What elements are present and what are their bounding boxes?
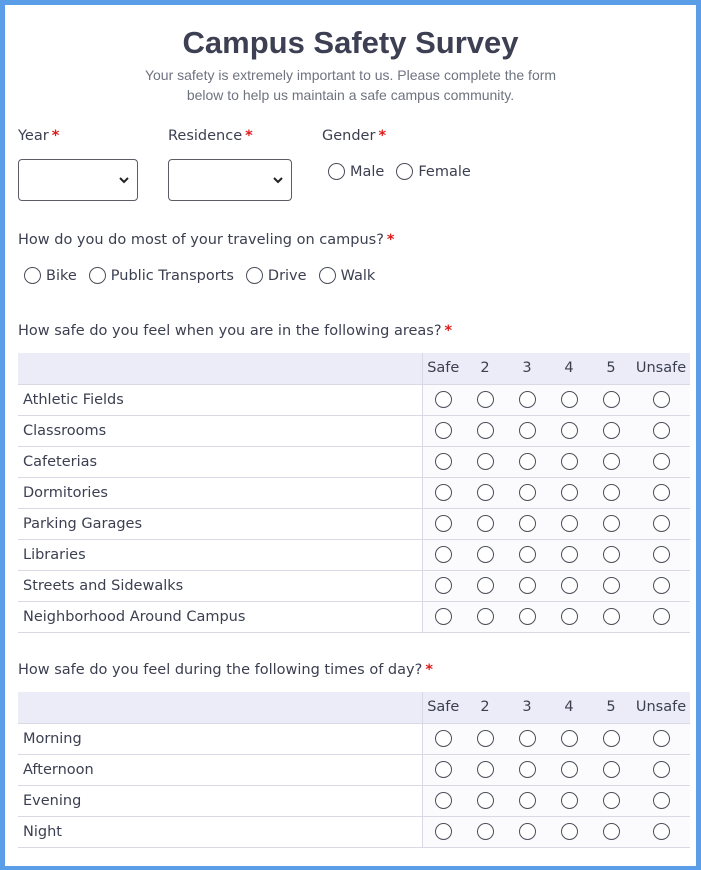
matrix-cell	[464, 723, 506, 754]
radio-button[interactable]	[477, 484, 494, 501]
required-mark: *	[245, 128, 253, 144]
matrix-row-label: Evening	[18, 785, 422, 816]
matrix-cell	[590, 754, 632, 785]
matrix-row-label: Dormitories	[18, 477, 422, 508]
radio-button[interactable]	[435, 515, 452, 532]
matrix-row	[18, 508, 690, 539]
radio-button[interactable]	[435, 484, 452, 501]
radio-button[interactable]	[246, 267, 263, 284]
radio-button[interactable]	[603, 730, 620, 747]
matrix-cell	[548, 570, 590, 601]
matrix-cell	[422, 477, 464, 508]
matrix-row	[18, 785, 690, 816]
radio-button[interactable]	[477, 823, 494, 840]
matrix-cell	[506, 785, 548, 816]
matrix-cell	[590, 384, 632, 415]
radio-button[interactable]	[328, 163, 345, 180]
matrix-cell	[632, 508, 690, 539]
matrix-cell	[422, 723, 464, 754]
radio-button[interactable]	[435, 391, 452, 408]
required-mark: *	[386, 232, 395, 248]
radio-button[interactable]	[519, 391, 536, 408]
radio-button[interactable]	[653, 484, 670, 501]
matrix-row-label: Morning	[18, 723, 422, 754]
matrix-cell	[464, 446, 506, 477]
travel-option-bike[interactable]	[24, 267, 77, 284]
radio-button[interactable]	[561, 730, 578, 747]
radio-button[interactable]	[519, 730, 536, 747]
matrix-cell	[632, 723, 690, 754]
radio-button[interactable]	[435, 422, 452, 439]
matrix-cell	[506, 384, 548, 415]
column-header: 3	[506, 353, 548, 384]
matrix-row	[18, 446, 690, 477]
radio-button[interactable]	[519, 792, 536, 809]
travel-label	[18, 232, 395, 248]
radio-button[interactable]	[477, 730, 494, 747]
radio-button[interactable]	[519, 515, 536, 532]
matrix-cell	[590, 570, 632, 601]
residence-label-text: Residence	[168, 128, 243, 144]
column-header: Safe	[422, 353, 464, 384]
option-label: Female	[418, 163, 471, 180]
radio-button[interactable]	[603, 608, 620, 625]
matrix-cell	[422, 570, 464, 601]
radio-button[interactable]	[519, 453, 536, 470]
radio-button[interactable]	[653, 792, 670, 809]
residence-select[interactable]	[168, 159, 292, 201]
matrix-cell	[632, 446, 690, 477]
required-mark: *	[425, 662, 433, 678]
gender-options	[328, 163, 483, 180]
times-matrix	[18, 692, 690, 848]
matrix-row	[18, 601, 690, 632]
matrix-row-label: Neighborhood Around Campus	[18, 601, 422, 632]
matrix-cell	[422, 446, 464, 477]
column-header: 2	[464, 692, 506, 723]
areas-matrix-label-text: How safe do you feel when you are in the following areas?	[18, 323, 442, 339]
option-label: Bike	[46, 267, 77, 284]
radio-button[interactable]	[89, 267, 106, 284]
radio-button[interactable]	[561, 577, 578, 594]
matrix-cell	[506, 816, 548, 847]
radio-button[interactable]	[603, 546, 620, 563]
gender-option-female[interactable]	[396, 163, 470, 180]
matrix-corner	[18, 692, 422, 723]
gender-label	[322, 128, 386, 144]
radio-button[interactable]	[561, 391, 578, 408]
matrix-cell	[632, 384, 690, 415]
radio-button[interactable]	[603, 515, 620, 532]
matrix-cell	[632, 754, 690, 785]
radio-button[interactable]	[477, 422, 494, 439]
matrix-row	[18, 539, 690, 570]
matrix-row-label: Parking Garages	[18, 508, 422, 539]
matrix-row	[18, 754, 690, 785]
radio-button[interactable]	[561, 515, 578, 532]
radio-button[interactable]	[561, 761, 578, 778]
matrix-row-label: Libraries	[18, 539, 422, 570]
column-header: 4	[548, 692, 590, 723]
residence-label	[168, 128, 253, 144]
matrix-cell	[590, 723, 632, 754]
matrix-cell	[464, 601, 506, 632]
matrix-row	[18, 570, 690, 601]
form-subtitle: Your safety is extremely important to us. Please complete the form below to help us maintain a safe campus community.	[144, 67, 557, 103]
radio-button[interactable]	[477, 515, 494, 532]
year-label	[18, 128, 59, 144]
radio-button[interactable]	[477, 546, 494, 563]
radio-button[interactable]	[603, 422, 620, 439]
travel-options	[24, 267, 387, 284]
travel-option-public-transports[interactable]	[89, 267, 234, 284]
matrix-cell	[632, 415, 690, 446]
column-header: 2	[464, 353, 506, 384]
form-title: Campus Safety Survey	[182, 25, 519, 60]
matrix-cell	[422, 415, 464, 446]
radio-button[interactable]	[435, 577, 452, 594]
column-header: 5	[590, 353, 632, 384]
matrix-cell	[590, 539, 632, 570]
matrix-cell	[590, 508, 632, 539]
radio-button[interactable]	[561, 608, 578, 625]
radio-button[interactable]	[561, 823, 578, 840]
matrix-cell	[464, 508, 506, 539]
matrix-cell	[464, 816, 506, 847]
matrix-cell	[632, 539, 690, 570]
matrix-cell	[464, 785, 506, 816]
radio-button[interactable]	[653, 823, 670, 840]
radio-button[interactable]	[477, 608, 494, 625]
radio-button[interactable]	[603, 484, 620, 501]
matrix-cell	[548, 539, 590, 570]
year-label-text: Year	[18, 128, 49, 144]
radio-button[interactable]	[435, 730, 452, 747]
matrix-cell	[548, 508, 590, 539]
radio-button[interactable]	[519, 608, 536, 625]
matrix-cell	[590, 446, 632, 477]
matrix-cell	[548, 754, 590, 785]
radio-button[interactable]	[519, 761, 536, 778]
radio-button[interactable]	[24, 267, 41, 284]
matrix-cell	[632, 570, 690, 601]
radio-button[interactable]	[396, 163, 413, 180]
matrix-corner	[18, 353, 422, 384]
matrix-cell	[506, 754, 548, 785]
radio-button[interactable]	[603, 453, 620, 470]
matrix-header-row	[18, 692, 690, 723]
matrix-cell	[464, 477, 506, 508]
matrix-cell	[422, 785, 464, 816]
matrix-cell	[464, 570, 506, 601]
matrix-cell	[422, 539, 464, 570]
radio-button[interactable]	[653, 515, 670, 532]
matrix-cell	[548, 415, 590, 446]
radio-button[interactable]	[435, 453, 452, 470]
travel-option-drive[interactable]	[246, 267, 307, 284]
column-header: 5	[590, 692, 632, 723]
matrix-cell	[422, 508, 464, 539]
matrix-row	[18, 723, 690, 754]
radio-button[interactable]	[519, 422, 536, 439]
column-header: Unsafe	[632, 353, 690, 384]
matrix-row-label: Classrooms	[18, 415, 422, 446]
matrix-cell	[464, 539, 506, 570]
radio-button[interactable]	[519, 484, 536, 501]
matrix-cell	[422, 601, 464, 632]
radio-button[interactable]	[561, 484, 578, 501]
matrix-cell	[506, 477, 548, 508]
radio-button[interactable]	[653, 422, 670, 439]
radio-button[interactable]	[519, 823, 536, 840]
matrix-row-label: Afternoon	[18, 754, 422, 785]
radio-button[interactable]	[477, 792, 494, 809]
radio-button[interactable]	[653, 546, 670, 563]
matrix-cell	[464, 384, 506, 415]
radio-button[interactable]	[653, 608, 670, 625]
radio-button[interactable]	[653, 761, 670, 778]
matrix-cell	[548, 601, 590, 632]
radio-button[interactable]	[519, 546, 536, 563]
radio-button[interactable]	[653, 453, 670, 470]
column-header: 3	[506, 692, 548, 723]
column-header: Unsafe	[632, 692, 690, 723]
radio-button[interactable]	[653, 730, 670, 747]
matrix-cell	[464, 754, 506, 785]
radio-button[interactable]	[561, 546, 578, 563]
travel-option-walk[interactable]	[319, 267, 376, 284]
matrix-row	[18, 477, 690, 508]
radio-button[interactable]	[561, 792, 578, 809]
option-label: Walk	[340, 267, 376, 284]
matrix-cell	[548, 785, 590, 816]
radio-button[interactable]	[603, 823, 620, 840]
matrix-cell	[506, 508, 548, 539]
radio-button[interactable]	[603, 761, 620, 778]
matrix-cell	[506, 601, 548, 632]
matrix-cell	[590, 477, 632, 508]
matrix-cell	[590, 601, 632, 632]
gender-option-male[interactable]	[328, 163, 384, 180]
matrix-cell	[506, 446, 548, 477]
matrix-cell	[506, 723, 548, 754]
radio-button[interactable]	[435, 823, 452, 840]
matrix-cell	[632, 477, 690, 508]
matrix-row	[18, 384, 690, 415]
option-label: Public Transports	[110, 267, 234, 284]
matrix-cell	[422, 754, 464, 785]
areas-matrix	[18, 353, 690, 633]
radio-button[interactable]	[477, 391, 494, 408]
gender-label-text: Gender	[322, 128, 376, 144]
radio-button[interactable]	[519, 577, 536, 594]
radio-button[interactable]	[653, 391, 670, 408]
column-header: Safe	[422, 692, 464, 723]
chevron-down-icon	[272, 172, 284, 188]
required-mark: *	[444, 323, 453, 339]
matrix-cell	[506, 539, 548, 570]
radio-button[interactable]	[477, 453, 494, 470]
radio-button[interactable]	[603, 577, 620, 594]
radio-button[interactable]	[603, 391, 620, 408]
year-select[interactable]	[18, 159, 138, 201]
radio-button[interactable]	[435, 608, 452, 625]
radio-button[interactable]	[435, 761, 452, 778]
matrix-row-label: Night	[18, 816, 422, 847]
option-label: Male	[350, 163, 385, 180]
radio-button[interactable]	[435, 792, 452, 809]
matrix-cell	[548, 477, 590, 508]
matrix-cell	[548, 384, 590, 415]
matrix-row	[18, 415, 690, 446]
matrix-header-row	[18, 353, 690, 384]
form-header	[5, 25, 696, 105]
radio-button[interactable]	[653, 577, 670, 594]
matrix-cell	[422, 816, 464, 847]
matrix-row-label: Streets and Sidewalks	[18, 570, 422, 601]
radio-button[interactable]	[477, 577, 494, 594]
matrix-row-label: Cafeterias	[18, 446, 422, 477]
radio-button[interactable]	[477, 761, 494, 778]
radio-button[interactable]	[435, 546, 452, 563]
areas-matrix-label	[18, 323, 452, 339]
matrix-cell	[590, 415, 632, 446]
matrix-cell	[422, 384, 464, 415]
column-header: 4	[548, 353, 590, 384]
matrix-cell	[590, 785, 632, 816]
matrix-row-label: Athletic Fields	[18, 384, 422, 415]
required-mark: *	[378, 128, 387, 144]
matrix-cell	[464, 415, 506, 446]
matrix-cell	[548, 446, 590, 477]
matrix-cell	[506, 570, 548, 601]
radio-button[interactable]	[561, 453, 578, 470]
times-matrix-label	[18, 662, 433, 678]
matrix-cell	[632, 816, 690, 847]
matrix-cell	[590, 816, 632, 847]
option-label: Drive	[267, 267, 307, 284]
chevron-down-icon	[118, 172, 130, 188]
travel-label-text: How do you do most of your traveling on campus?	[18, 232, 384, 248]
matrix-cell	[548, 723, 590, 754]
radio-button[interactable]	[319, 267, 336, 284]
radio-button[interactable]	[603, 792, 620, 809]
matrix-cell	[506, 415, 548, 446]
matrix-cell	[548, 816, 590, 847]
radio-button[interactable]	[561, 422, 578, 439]
matrix-cell	[632, 785, 690, 816]
times-matrix-label-text: How safe do you feel during the following times of day?	[18, 662, 423, 678]
matrix-cell	[632, 601, 690, 632]
required-mark: *	[51, 128, 60, 144]
matrix-row	[18, 816, 690, 847]
